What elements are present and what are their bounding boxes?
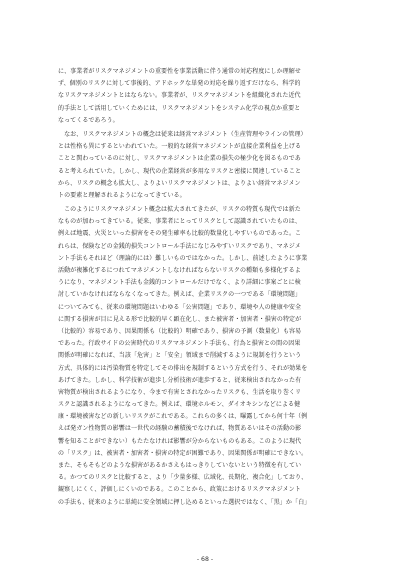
text-line: このようにリスクマネジメント概念は拡大されてきたが、リスクの特質も現代では新た: [58, 206, 301, 214]
text-line: なお、リスクマネジメントの概念は従来は経営マネジメント（生産管理やラインの管理）: [58, 130, 307, 138]
text-line: うになり、マネジメント手法も金銭的コントロールだけでなく、より詳細に事案ごとに検: [58, 279, 301, 287]
text-line: なってくるであろう。: [58, 116, 119, 124]
text-line: であった。行政サイドの公害時代のリスクマネジメント手法も、行為と損害との間の因果: [58, 340, 301, 348]
text-line: スクと認識されるようになってきた。例えば、環境ホルモン、ダイオキシンなどによる健: [58, 401, 301, 409]
text-line: に、事業者がリスクマネジメントの重要性を事業活動に伴う通常の対応程度にしか理解せ: [58, 68, 301, 75]
text-line: なものが加わってきている。従来、事業者にとってリスクとして認識されていたものは、: [58, 218, 301, 226]
text-line: れらは、保険などの金銭的損失コントロール手法になじみやすいリスクであり、マネジメ: [58, 242, 301, 250]
text-line: 的手法として活用していくためには、リスクマネジメントをシステム化学の視点か重要と: [58, 104, 301, 112]
text-line: 活動が複雑化するにつれてマネジメントしなければならないリスクの種類も多様化するよ: [58, 267, 301, 274]
text-line: ず、個別のリスクに対して事後的、アドホックな単発の対応を繰り返すだけなら、科学的: [58, 80, 301, 88]
text-line: 響を知ることができない）もたたなければ影響が分からないものもある。このように現代: [58, 437, 302, 445]
text-line: ことと関わっているのに対し、リスクマネジメントは企業の損失の極少化を図るものであ: [58, 155, 301, 163]
text-line: あげてきた。しかし、科学技術が進歩し分析技術が進歩すると、従来検出されなかった有: [58, 376, 302, 384]
text-line: 康・環境被害などの新しいリスクがこれである。これらの多くは、曝露してから何十年（例: [58, 413, 308, 421]
text-line: 例えば地震、火災といった損害をその発生確率も比較的数量化しやすいものであった。こ: [58, 230, 302, 238]
paragraph-1: [58, 66, 358, 127]
text-line: 討していかなければならなくなってきた。例えば、企業リスクの一つである「環境問題」: [58, 291, 302, 299]
text-line: とは性格も異にするといわれていた。一般的な経営マネジメントが直接企業利益を上げる: [58, 143, 302, 151]
text-line: の「リスク」は、被害者・加害者・損害の特定が困難であり、因果関係が明確にできない。: [58, 449, 308, 457]
paragraph-3: [58, 204, 358, 509]
text-line: 害物質が検出されるようになり、今まで有害とされなかったリスクも、生活を取り巻くリ: [58, 388, 302, 396]
text-line: る。かつてのリスクと比較すると、より「少量多様、広域化、長期化、複合化」しており、: [58, 474, 308, 482]
text-line: ると考えられていた。しかし、現代の企業経営が多用なリスクと密接に関連していること: [58, 167, 302, 175]
page-number: - 68 -: [196, 556, 214, 563]
text-line: （比較的）容易であり、因果関係も（比較的）明確であり、損害の予測（数量化）も容易: [58, 327, 302, 335]
text-line: の手法も、従来のように単純に安全領域に押し込めるといった選択ではなく、「黒」か「白」: [58, 498, 311, 506]
text-line: なリスクマネジメントとはならない。事業者が、リスクマネジメントを組織化された近代: [58, 92, 301, 100]
body-text: [58, 66, 358, 509]
text-line: に関する損害が目に見える形で比較的早く顕在化し、また被害者・加害者・損害の特定が: [58, 315, 302, 323]
text-line: えば発ガン性物質の影響は一世代の経験の蓄積後でなければ、物質あるいはその活動の影: [58, 425, 302, 433]
text-line: 観察しにくく、評価しにくいのである。このことから、政策におけるリスクマネジメント: [58, 486, 301, 494]
text-line: トの要素と理解されるようになってきている。: [58, 191, 186, 199]
text-line: また、そもそもどのような損害があるかさえもはっきりしていないという特徴を有してい: [58, 462, 302, 469]
text-line: から、リスクの概念も拡大し、よりよいリスクマネジメントは、よりよい経営マネジメン: [58, 179, 301, 187]
text-line: ント手法もそれほど（理論的には）難しいものではなかった。しかし、前述したように事業: [58, 254, 308, 262]
text-line: 関係が明確になれば、当該「危害」と「安全」領域まで削減するように規制を行うという: [58, 352, 302, 360]
text-line: 方式、具体的には汚染物質を特定してその排出を規制するという方式を行う、それが効果を: [58, 364, 308, 372]
paragraph-2: [58, 129, 358, 202]
text-line: についてみても、従来の環境問題はいわゆる「公害問題」であり、環境や人の健康や安全: [58, 303, 302, 311]
